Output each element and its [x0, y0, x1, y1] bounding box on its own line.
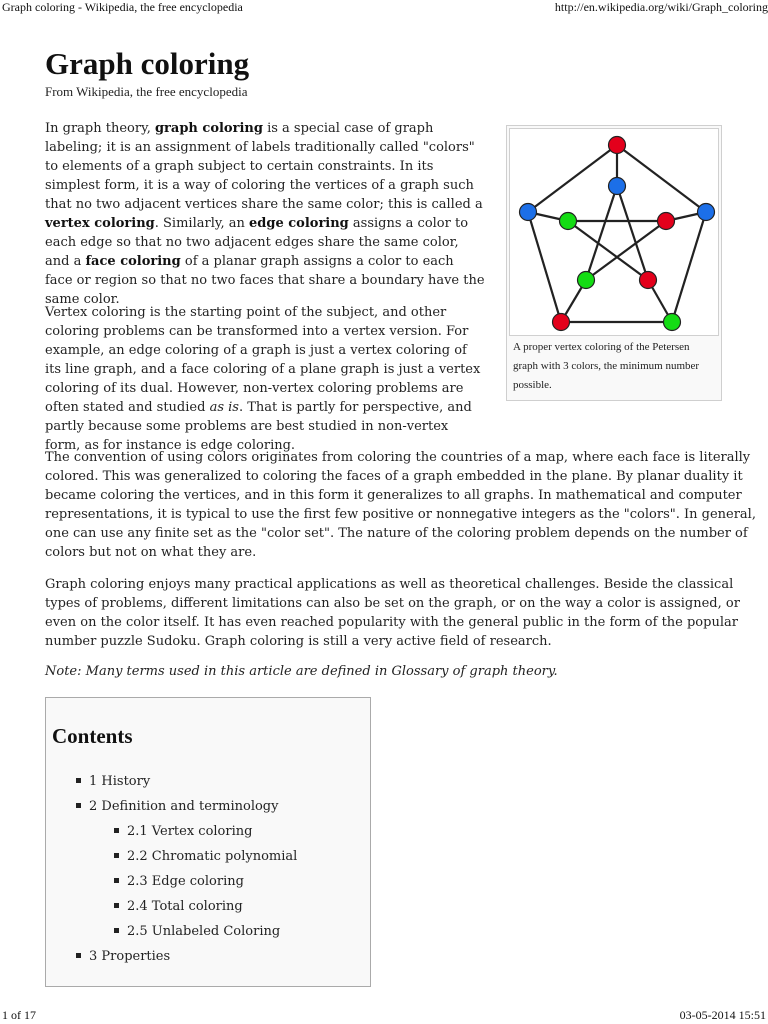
- toc-item-vertex-coloring[interactable]: 2.1 Vertex coloring: [114, 824, 252, 839]
- graph-edges: [528, 145, 706, 322]
- petersen-graph: [510, 129, 718, 335]
- page-title: Graph coloring: [45, 46, 250, 81]
- toc-item-total-coloring[interactable]: 2.4 Total coloring: [114, 899, 243, 914]
- figure-caption: A proper vertex coloring of the Petersen graph with 3 colors, the minimum number possible.: [513, 341, 700, 391]
- figure-thumbnail: [506, 125, 722, 401]
- petersen-graph-image[interactable]: [509, 128, 719, 336]
- vertex-inner-top: [609, 178, 626, 195]
- vertex-inner-bottom-left: [578, 272, 595, 289]
- bullet-icon: [76, 778, 81, 783]
- header-url[interactable]: http://en.wikipedia.org/wiki/Graph_coloring: [554, 0, 768, 14]
- vertex-inner-left: [560, 213, 577, 230]
- bullet-icon: [114, 828, 119, 833]
- toc-item-definition[interactable]: 2 Definition and terminology: [76, 799, 278, 814]
- header-page-title: Graph coloring - Wikipedia, the free encyclopedia: [2, 0, 243, 14]
- bullet-icon: [114, 903, 119, 908]
- term-edge-coloring: edge coloring: [249, 216, 349, 231]
- footer-page-number: 1 of 17: [2, 1008, 36, 1022]
- edge-outer-1: [617, 145, 706, 212]
- edge-star-5: [586, 186, 617, 280]
- page-subtitle: From Wikipedia, the free encyclopedia: [45, 84, 248, 99]
- print-header: [0, 0, 768, 16]
- footer-datetime: 03-05-2014 15:51: [679, 1008, 766, 1022]
- bullet-icon: [114, 853, 119, 858]
- toc-title: Contents: [52, 724, 133, 748]
- bullet-icon: [76, 953, 81, 958]
- table-of-contents: [45, 697, 371, 987]
- vertex-outer-bottom-left: [553, 314, 570, 331]
- toc-item-history[interactable]: 1 History: [76, 774, 150, 789]
- intro-paragraph: In graph theory, graph coloring is a special case of graph labeling; it is an assignment of labels traditionally called "colors" to elements of a graph subject to certain constraints. In its simplest form, it is a way of coloring the vertices of a graph such that no two adjacent vertices share the same color; this is called a vertex coloring. Similarly, an edge coloring assigns a color to each edge so that no two adjacent edges share the same color, and a face coloring of a planar graph assigns a color to each face or region so that no two faces that share a boundary have the same color.: [45, 121, 485, 307]
- paragraph-applications: Graph coloring enjoys many practical applications as well as theoretical challenges. Beside the classical types of problems, different limitations can also be set on the graph, or on the way a color is assigned, or even on the color itself. It has even reached popularity with the general public in the form of the popular number puzzle Sudoku. Graph coloring is still a very active field of research.: [45, 577, 740, 649]
- bullet-icon: [76, 803, 81, 808]
- glossary-note: Note: Many terms used in this article are defined in Glossary of graph theory.: [45, 664, 558, 679]
- edge-outer-4: [528, 212, 561, 322]
- toc-item-unlabeled-coloring[interactable]: 2.5 Unlabeled Coloring: [114, 924, 280, 939]
- vertex-outer-right: [698, 204, 715, 221]
- bullet-icon: [114, 928, 119, 933]
- vertex-outer-left: [520, 204, 537, 221]
- term-graph-coloring: graph coloring: [154, 121, 263, 136]
- edge-outer-5: [528, 145, 617, 212]
- paragraph-convention: The convention of using colors originates from coloring the countries of a map, where each face is literally colored. This was generalized to coloring the faces of a graph embedded in the plane. By planar duality it became coloring the vertices, and in this form it generalizes to all graphs. In mathematical and computer representations, it is typical to use the first few positive or nonnegative integers as the "colors". In general, one can use any finite set as the "color set". The nature of the coloring problem depends on the number of colors but not on what they are.: [45, 450, 756, 560]
- vertex-inner-right: [658, 213, 675, 230]
- toc-item-edge-coloring[interactable]: 2.3 Edge coloring: [114, 874, 244, 889]
- term-face-coloring: face coloring: [85, 254, 181, 269]
- vertex-outer-bottom-right: [664, 314, 681, 331]
- edge-star-2: [568, 221, 648, 280]
- paragraph-vertex-version: Vertex coloring is the starting point of the subject, and other coloring problems can be transformed into a vertex version. For example, an edge coloring of a graph is just a vertex coloring of its line graph, and a face coloring of a plane graph is just a vertex coloring of its dual. However, non-vertex coloring problems are often stated and studied as is. That is partly for perspective, and partly because some problems are best studied in non-vertex form, as for instance is edge coloring.: [45, 305, 481, 453]
- edge-outer-2: [672, 212, 706, 322]
- toc-item-chromatic-polynomial[interactable]: 2.2 Chromatic polynomial: [114, 849, 297, 864]
- vertex-inner-bottom-right: [640, 272, 657, 289]
- bullet-icon: [114, 878, 119, 883]
- print-footer: [0, 1008, 768, 1024]
- edge-star-1: [617, 186, 648, 280]
- toc-item-properties[interactable]: 3 Properties: [76, 949, 170, 964]
- vertex-outer-top: [609, 137, 626, 154]
- term-vertex-coloring: vertex coloring: [45, 216, 155, 231]
- edge-star-4: [586, 221, 666, 280]
